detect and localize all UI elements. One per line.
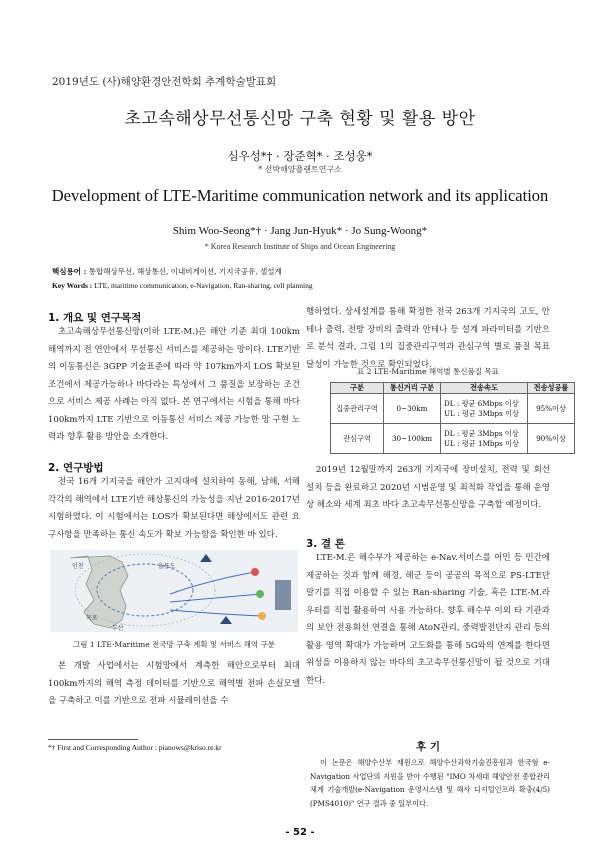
keywords-korean-text: 통합해상무선, 해상통신, 이내비게이션, 기지국공유, 셀설계 [88,267,282,276]
section-3-body: LTE-M.은 해수부가 제공하는 e-Nav.서비스를 어민 등 민간에 제공하는 것과 함께 해경, 해군 등이 공공의 목적으로 PS-LTE단말기를 직접 이용할 수 있는 Ran-sharing 기술, 혹은 LTE-M.라우터를 직접 활용하여 사용 가능하다. 향후 해수부 이외 타 기관과의 보안 전용회선 연결을 통해 AtoN관리, 중력발전단지 관리 등의 활용 영역 확대가 가능하며 고도화를 통해 5G와의 연계를 한다면 위성을 이용하지 않는 바다의 초고속무선통신망이 될 것으로 기대한다. [306,553,550,686]
affiliation-english: * Korea Research Institute of Ships and Ocean Engineering [204,242,396,251]
table-row [331,424,575,454]
acknowledgement-body: 이 논문은 해양수산부 재원으로 해양수산과학기술진흥원과 한국형 e-Navigation 사업단의 지원을 받아 수행된 "IMO 차세대 해양안전 종합관리체계 기술개발(e-Navigation 운영시스템 및 해사 디지털인프라 확충(4/5)(PMS4010)" 연구 결과 중 일부이다. [310,758,550,808]
table-cell: 95%이상 [528,394,575,424]
quality-table [330,382,575,454]
acknowledgement-title: 후 기 [416,741,440,753]
table-cell-dl: DL : 평균 3Mbps 이상 [444,428,519,438]
affiliation-korean: * 선박해양플랜트연구소 [258,165,342,174]
section-1-title: 1. 개요 및 연구목적 [48,312,142,324]
table-cell [441,394,528,424]
table-header-cell: 전송속도 [441,383,528,394]
table-cell-ul: UL : 평균 1Mbps 이상 [444,438,519,448]
table-cell: 관심구역 [331,424,384,454]
section-2-body-continued: 본 개발 사업에서는 시험망에서 계측한 해안으로부터 최대 100km까지의 해역 측정 데이터를 기반으로 해역별 전파 손실모델을 구축하고 이를 기반으로 전파 시뮬레이션을 수 [48,661,300,706]
lte-network-map-figure [50,550,298,632]
section-1-body: 초고속해상무선통신망(이하 LTE-M.)은 해안 기준 최대 100km 해역까지 전 연안에서 무선통신 서비스를 제공하는 망이다. LTE기반의 이동통신은 3GPP 기술표준에 따라 약 107km까지 LOS 확보된 조건에서 제공가능하나 바다라는 특성에서 그 품질을 보장하는 조건으로 서비스 제공 사례는 아직 없다. 본 연구에서는 시험을 통해 바다 100km까지 LTE 기반으로 이동통신 서비스 제공 가능한 망 구현 노력과 향후 활용 방안을 소개한다. [48,327,300,442]
footnote-divider [48,739,138,740]
table-cell-dl: DL : 평균 6Mbps 이상 [444,398,519,408]
table-header-cell: 통신거리 구분 [384,383,441,394]
authors-korean: 심우성*† · 장준혁* · 조성웅* [227,149,373,163]
right-column-schedule: 2019년 12월말까지 263개 기지국에 장비설치, 전력 및 회선 설치 등을 완료하고 2020년 시범운영 및 최적화 작업을 통해 운영상 해소와 세계 최초 바다 초고속무선통신망을 구축할 예정이다. [306,465,550,510]
keywords-english [52,281,313,290]
map-label-busan: 부산 [112,625,124,632]
network-map-graphic [50,550,298,632]
quality-target-table [330,382,575,454]
right-column-intro: 행하였다. 상세설계를 통해 확정한 전국 263개 기지국의 고도, 안테나 출력, 전방 장비의 출력과 안테나 등 설계 파라미터를 기반으로 분석 결과, 그림 1의 집중관리구역과 관심구역 별로 품질 목표 달성이 가능한 것으로 확인되었다. [306,307,550,370]
table-header-cell: 전송성공률 [528,383,575,394]
table-cell-ul: UL : 평균 3Mbps 이상 [444,408,519,418]
keywords-english-text: LTE, maritime communication, e-Navigation, Ran-sharing, cell planning [94,281,313,290]
section-3-title: 3. 결 론 [306,538,345,550]
keywords-korean [52,266,282,277]
table-cell: 집중관리구역 [331,394,384,424]
table-cell: 90%이상 [528,424,575,454]
keywords-korean-label: 핵심용어 : [52,267,87,276]
table-header-cell: 구분 [331,383,384,394]
section-2-body: 전국 16개 기지국을 해안가 고지대에 설치하여 동해, 남해, 서해 각각의 해역에서 LTE기반 해상통신의 가능성을 지난 2016-2017년 시험하였다. 이 시험에서는 LOS가 확보된다면 해상에서도 관련 요구사항을 만족하는 통신 속도가 확보 가능함을 확인한 바 있다. [48,477,300,540]
map-label-mokpo: 목포 [86,615,98,622]
map-label-ulleungdo: 울릉도 [158,563,176,570]
figure-1-caption: 그림 1 LTE-Maritime 전국망 구축 계획 및 서비스 해역 구분 [72,640,275,649]
table-row [331,394,575,424]
paper-title-korean: 초고속해상무선통신망 구축 현황 및 활용 방안 [124,109,476,129]
table-2-caption: 표 2 LTE-Maritime 해역별 통신품질 목표 [357,367,499,376]
table-header-row [331,383,575,394]
footnote: *† First and Corresponding Author : pianows@kriso.re.kr [48,743,222,752]
table-cell [441,424,528,454]
map-label-incheon: 인천 [72,563,84,570]
section-2-title: 2. 연구방법 [48,462,104,474]
paper-title-english: Development of LTE-Maritime communication network and its application [51,186,549,205]
keywords-english-label: Key Words : [52,281,93,290]
authors-english: Shim Woo-Seong*† · Jang Jun-Hyuk* · Jo Sung-Woong* [172,225,428,237]
page-number: - 52 - [285,827,315,838]
table-cell: 0~30km [384,394,441,424]
conference-header: 2019년도 (사)해양환경안전학회 추계학술발표회 [52,76,277,88]
table-cell: 30~100km [384,424,441,454]
